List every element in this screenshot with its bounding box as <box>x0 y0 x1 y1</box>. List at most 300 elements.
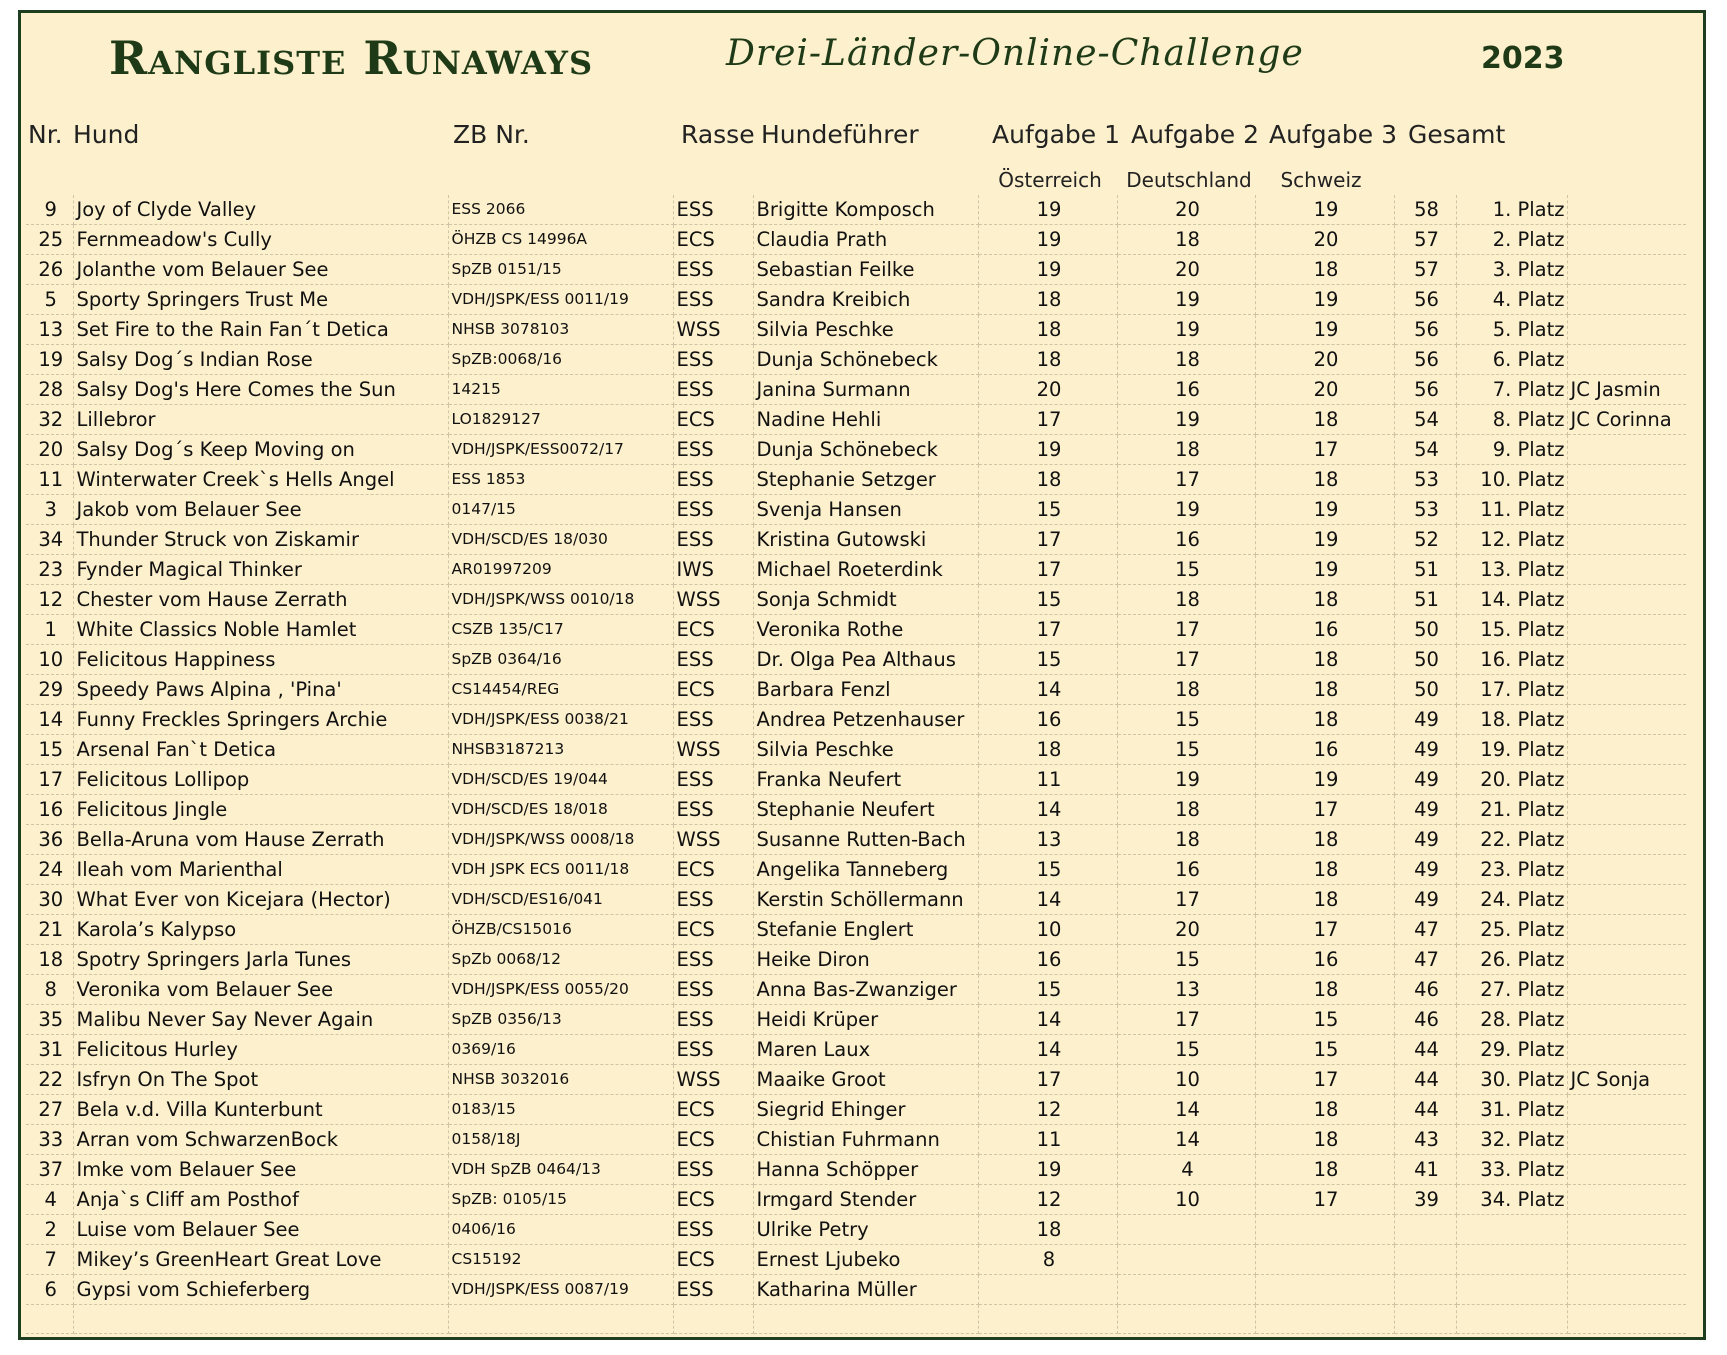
zb-number-cell: ESS 2066 <box>448 195 673 225</box>
col-header-hund: Hund <box>73 120 140 149</box>
score-task-1-cell: 18 <box>978 465 1117 495</box>
score-task-3-cell: 18 <box>1255 465 1394 495</box>
handler-cell: Franka Neufert <box>753 765 978 795</box>
zb-number-cell: CSZB 135/C17 <box>448 615 673 645</box>
note-cell <box>1567 915 1686 945</box>
dog-name-cell: Set Fire to the Rain Fan´t Detica <box>73 315 448 345</box>
note-cell <box>1567 945 1686 975</box>
zb-number-cell: VDH/JSPK/ESS 0087/19 <box>448 1275 673 1305</box>
rank-number-cell: 20 <box>26 435 73 465</box>
breed-cell: ESS <box>673 345 753 375</box>
note-cell <box>1567 195 1686 225</box>
note-cell <box>1567 285 1686 315</box>
dog-name-cell: Lillebror <box>73 405 448 435</box>
rank-number-cell: 27 <box>26 1095 73 1125</box>
breed-cell: ECS <box>673 1185 753 1215</box>
col-header-zb: ZB Nr. <box>453 120 530 149</box>
handler-cell: Claudia Prath <box>753 225 978 255</box>
note-cell <box>1567 255 1686 285</box>
score-task-1-cell <box>978 1275 1117 1305</box>
note-cell <box>1567 1125 1686 1155</box>
zb-number-cell: VDH/JSPK/WSS 0008/18 <box>448 825 673 855</box>
score-task-1-cell: 14 <box>978 795 1117 825</box>
col-header-nr: Nr. <box>28 120 63 149</box>
score-task-1-cell: 12 <box>978 1095 1117 1125</box>
dog-name-cell: Mikey’s GreenHeart Great Love <box>73 1245 448 1275</box>
note-cell <box>1567 1185 1686 1215</box>
dog-name-cell: Isfryn On The Spot <box>73 1065 448 1095</box>
zb-number-cell: SpZb 0068/12 <box>448 945 673 975</box>
rank-number-cell: 35 <box>26 1005 73 1035</box>
score-task-1-cell: 19 <box>978 435 1117 465</box>
zb-number-cell: VDH/SCD/ES 18/030 <box>448 525 673 555</box>
score-task-1-cell: 17 <box>978 1065 1117 1095</box>
score-task-2-cell <box>1117 1245 1255 1275</box>
ranking-body <box>26 195 1686 1334</box>
dog-name-cell: Malibu Never Say Never Again <box>73 1005 448 1035</box>
handler-cell: Maaike Groot <box>753 1065 978 1095</box>
handler-cell: Nadine Hehli <box>753 405 978 435</box>
score-task-2-cell: 15 <box>1117 555 1255 585</box>
score-task-3-cell: 17 <box>1255 795 1394 825</box>
total-score-cell: 39 <box>1394 1185 1456 1215</box>
score-task-3-cell: 17 <box>1255 435 1394 465</box>
breed-cell: ECS <box>673 615 753 645</box>
placement-cell: 3. Platz <box>1456 255 1567 285</box>
total-score-cell: 57 <box>1394 225 1456 255</box>
total-score-cell: 50 <box>1394 645 1456 675</box>
table-row <box>26 765 1686 795</box>
table-row <box>26 195 1686 225</box>
score-task-2-cell <box>1117 1275 1255 1305</box>
table-row <box>26 1005 1686 1035</box>
placement-cell: 26. Platz <box>1456 945 1567 975</box>
total-score-cell: 49 <box>1394 885 1456 915</box>
breed-cell: WSS <box>673 585 753 615</box>
table-row <box>26 495 1686 525</box>
score-task-2-cell: 10 <box>1117 1065 1255 1095</box>
zb-number-cell: 0406/16 <box>448 1215 673 1245</box>
placement-cell <box>1456 1245 1567 1275</box>
note-cell <box>1567 735 1686 765</box>
breed-cell: ESS <box>673 285 753 315</box>
total-score-cell: 46 <box>1394 975 1456 1005</box>
total-score-cell: 47 <box>1394 915 1456 945</box>
note-cell <box>1567 495 1686 525</box>
score-task-2-cell: 20 <box>1117 915 1255 945</box>
dog-name-cell: Salsy Dog's Here Comes the Sun <box>73 375 448 405</box>
total-score-cell <box>1394 1245 1456 1275</box>
score-task-1-cell: 18 <box>978 315 1117 345</box>
note-cell <box>1567 555 1686 585</box>
note-cell <box>1567 675 1686 705</box>
score-task-3-cell <box>1255 1305 1394 1334</box>
breed-cell: ESS <box>673 435 753 465</box>
breed-cell: ECS <box>673 405 753 435</box>
handler-cell: Michael Roeterdink <box>753 555 978 585</box>
breed-cell: WSS <box>673 825 753 855</box>
placement-cell: 21. Platz <box>1456 795 1567 825</box>
breed-cell: ESS <box>673 975 753 1005</box>
breed-cell: ECS <box>673 1245 753 1275</box>
note-cell <box>1567 645 1686 675</box>
score-task-1-cell: 14 <box>978 675 1117 705</box>
col-header-fuehrer: Hundeführer <box>761 120 919 149</box>
total-score-cell: 52 <box>1394 525 1456 555</box>
note-cell <box>1567 885 1686 915</box>
score-task-2-cell: 15 <box>1117 705 1255 735</box>
total-score-cell <box>1394 1215 1456 1245</box>
total-score-cell: 56 <box>1394 315 1456 345</box>
total-score-cell: 44 <box>1394 1095 1456 1125</box>
placement-cell: 18. Platz <box>1456 705 1567 735</box>
score-task-3-cell: 18 <box>1255 645 1394 675</box>
dog-name-cell: Thunder Struck von Ziskamir <box>73 525 448 555</box>
dog-name-cell: Winterwater Creek`s Hells Angel <box>73 465 448 495</box>
handler-cell: Dr. Olga Pea Althaus <box>753 645 978 675</box>
col-header-aufgabe-2: Aufgabe 2 <box>1131 120 1260 149</box>
breed-cell: ESS <box>673 705 753 735</box>
table-row <box>26 915 1686 945</box>
handler-cell: Katharina Müller <box>753 1275 978 1305</box>
score-task-3-cell: 17 <box>1255 915 1394 945</box>
total-score-cell: 53 <box>1394 495 1456 525</box>
score-task-1-cell: 19 <box>978 225 1117 255</box>
note-cell <box>1567 765 1686 795</box>
breed-cell: ESS <box>673 1155 753 1185</box>
score-task-3-cell: 16 <box>1255 735 1394 765</box>
note-cell <box>1567 1245 1686 1275</box>
total-score-cell: 41 <box>1394 1155 1456 1185</box>
year-label: 2023 <box>1481 41 1565 76</box>
breed-cell: WSS <box>673 735 753 765</box>
score-task-2-cell: 4 <box>1117 1155 1255 1185</box>
score-task-1-cell: 17 <box>978 405 1117 435</box>
rank-number-cell: 14 <box>26 705 73 735</box>
table-row <box>26 555 1686 585</box>
breed-cell: ECS <box>673 675 753 705</box>
note-cell: JC Jasmin <box>1567 375 1686 405</box>
zb-number-cell: VDH/JSPK/ESS 0038/21 <box>448 705 673 735</box>
breed-cell: WSS <box>673 315 753 345</box>
total-score-cell: 44 <box>1394 1065 1456 1095</box>
note-cell <box>1567 225 1686 255</box>
score-task-3-cell: 20 <box>1255 375 1394 405</box>
score-task-3-cell: 18 <box>1255 675 1394 705</box>
dog-name-cell: Veronika vom Belauer See <box>73 975 448 1005</box>
score-task-2-cell: 17 <box>1117 1005 1255 1035</box>
handler-cell: Irmgard Stender <box>753 1185 978 1215</box>
note-cell <box>1567 435 1686 465</box>
placement-cell: 31. Platz <box>1456 1095 1567 1125</box>
zb-number-cell: ÖHZB/CS15016 <box>448 915 673 945</box>
country-austria: Österreich <box>998 168 1102 192</box>
score-task-1-cell: 14 <box>978 1005 1117 1035</box>
score-task-1-cell: 13 <box>978 825 1117 855</box>
score-task-1-cell: 18 <box>978 345 1117 375</box>
table-row <box>26 645 1686 675</box>
rank-number-cell: 23 <box>26 555 73 585</box>
placement-cell: 7. Platz <box>1456 375 1567 405</box>
handler-cell: Sebastian Feilke <box>753 255 978 285</box>
score-task-1-cell: 20 <box>978 375 1117 405</box>
score-task-3-cell: 18 <box>1255 1155 1394 1185</box>
dog-name-cell: Jakob vom Belauer See <box>73 495 448 525</box>
score-task-2-cell: 15 <box>1117 945 1255 975</box>
page-title: Rangliste Runaways <box>109 31 594 85</box>
breed-cell: ESS <box>673 495 753 525</box>
note-cell <box>1567 975 1686 1005</box>
dog-name-cell: Fynder Magical Thinker <box>73 555 448 585</box>
score-task-3-cell: 19 <box>1255 285 1394 315</box>
placement-cell: 14. Platz <box>1456 585 1567 615</box>
score-task-3-cell <box>1255 1215 1394 1245</box>
placement-cell: 20. Platz <box>1456 765 1567 795</box>
rank-number-cell: 17 <box>26 765 73 795</box>
score-task-1-cell: 15 <box>978 585 1117 615</box>
rank-number-cell: 33 <box>26 1125 73 1155</box>
zb-number-cell: AR01997209 <box>448 555 673 585</box>
note-cell <box>1567 795 1686 825</box>
handler-cell: Siegrid Ehinger <box>753 1095 978 1125</box>
handler-cell: Chistian Fuhrmann <box>753 1125 978 1155</box>
placement-cell: 33. Platz <box>1456 1155 1567 1185</box>
rank-number-cell: 2 <box>26 1215 73 1245</box>
placement-cell: 9. Platz <box>1456 435 1567 465</box>
score-task-3-cell: 18 <box>1255 585 1394 615</box>
country-switzerland: Schweiz <box>1280 168 1362 192</box>
handler-cell: Sonja Schmidt <box>753 585 978 615</box>
zb-number-cell: NHSB 3032016 <box>448 1065 673 1095</box>
score-task-2-cell <box>1117 1215 1255 1245</box>
dog-name-cell: Funny Freckles Springers Archie <box>73 705 448 735</box>
total-score-cell: 49 <box>1394 705 1456 735</box>
handler-cell: Heike Diron <box>753 945 978 975</box>
breed-cell: ECS <box>673 1095 753 1125</box>
score-task-2-cell: 15 <box>1117 735 1255 765</box>
total-score-cell: 56 <box>1394 285 1456 315</box>
zb-number-cell: NHSB3187213 <box>448 735 673 765</box>
table-row <box>26 1035 1686 1065</box>
total-score-cell: 49 <box>1394 795 1456 825</box>
placement-cell: 6. Platz <box>1456 345 1567 375</box>
score-task-3-cell: 19 <box>1255 555 1394 585</box>
dog-name-cell: Anja`s Cliff am Posthof <box>73 1185 448 1215</box>
score-task-1-cell: 18 <box>978 1215 1117 1245</box>
note-cell <box>1567 825 1686 855</box>
breed-cell: ESS <box>673 945 753 975</box>
breed-cell: ECS <box>673 855 753 885</box>
handler-cell: Ulrike Petry <box>753 1215 978 1245</box>
col-header-rasse: Rasse <box>681 120 755 149</box>
note-cell <box>1567 1035 1686 1065</box>
score-task-3-cell: 18 <box>1255 705 1394 735</box>
breed-cell: ESS <box>673 765 753 795</box>
zb-number-cell: NHSB 3078103 <box>448 315 673 345</box>
dog-name-cell: Felicitous Happiness <box>73 645 448 675</box>
score-task-1-cell: 15 <box>978 975 1117 1005</box>
handler-cell: Heidi Krüper <box>753 1005 978 1035</box>
table-row <box>26 1125 1686 1155</box>
rank-number-cell: 16 <box>26 795 73 825</box>
table-row <box>26 735 1686 765</box>
breed-cell: ESS <box>673 1275 753 1305</box>
placement-cell: 30. Platz <box>1456 1065 1567 1095</box>
score-task-1-cell: 17 <box>978 555 1117 585</box>
rank-number-cell: 26 <box>26 255 73 285</box>
dog-name-cell: Speedy Paws Alpina , 'Pina' <box>73 675 448 705</box>
col-header-aufgabe-1: Aufgabe 1 <box>992 120 1121 149</box>
total-score-cell: 54 <box>1394 405 1456 435</box>
dog-name-cell: Karola’s Kalypso <box>73 915 448 945</box>
total-score-cell: 50 <box>1394 675 1456 705</box>
rank-number-cell: 18 <box>26 945 73 975</box>
handler-cell: Hanna Schöpper <box>753 1155 978 1185</box>
total-score-cell: 58 <box>1394 195 1456 225</box>
zb-number-cell: VDH/JSPK/ESS 0011/19 <box>448 285 673 315</box>
table-row <box>26 1245 1686 1275</box>
zb-number-cell: VDH/JSPK/ESS 0055/20 <box>448 975 673 1005</box>
score-task-3-cell: 17 <box>1255 1065 1394 1095</box>
dog-name-cell: Gypsi vom Schieferberg <box>73 1275 448 1305</box>
total-score-cell <box>1394 1275 1456 1305</box>
table-row <box>26 585 1686 615</box>
rank-number-cell: 10 <box>26 645 73 675</box>
note-cell <box>1567 1155 1686 1185</box>
zb-number-cell <box>448 1305 673 1334</box>
score-task-1-cell: 16 <box>978 705 1117 735</box>
score-task-1-cell: 14 <box>978 885 1117 915</box>
breed-cell: ESS <box>673 465 753 495</box>
rank-number-cell: 24 <box>26 855 73 885</box>
dog-name-cell <box>73 1305 448 1334</box>
total-score-cell: 51 <box>1394 555 1456 585</box>
rank-number-cell: 6 <box>26 1275 73 1305</box>
zb-number-cell: LO1829127 <box>448 405 673 435</box>
score-task-1-cell: 11 <box>978 765 1117 795</box>
placement-cell: 19. Platz <box>1456 735 1567 765</box>
note-cell <box>1567 1275 1686 1305</box>
breed-cell: ESS <box>673 645 753 675</box>
dog-name-cell: Jolanthe vom Belauer See <box>73 255 448 285</box>
handler-cell: Anna Bas-Zwanziger <box>753 975 978 1005</box>
score-task-3-cell: 19 <box>1255 315 1394 345</box>
placement-cell: 28. Platz <box>1456 1005 1567 1035</box>
table-row <box>26 1065 1686 1095</box>
dog-name-cell: Bela v.d. Villa Kunterbunt <box>73 1095 448 1125</box>
rank-number-cell: 22 <box>26 1065 73 1095</box>
zb-number-cell: SpZB 0356/13 <box>448 1005 673 1035</box>
handler-cell: Angelika Tanneberg <box>753 855 978 885</box>
dog-name-cell: Fernmeadow's Cully <box>73 225 448 255</box>
placement-cell: 16. Platz <box>1456 645 1567 675</box>
breed-cell: ESS <box>673 1005 753 1035</box>
score-task-3-cell: 19 <box>1255 525 1394 555</box>
zb-number-cell: VDH/SCD/ES 18/018 <box>448 795 673 825</box>
score-task-3-cell <box>1255 1275 1394 1305</box>
dog-name-cell: Bella-Aruna vom Hause Zerrath <box>73 825 448 855</box>
table-row <box>26 375 1686 405</box>
breed-cell: ESS <box>673 195 753 225</box>
rank-number-cell: 29 <box>26 675 73 705</box>
rank-number-cell: 13 <box>26 315 73 345</box>
breed-cell: ECS <box>673 225 753 255</box>
score-task-2-cell: 14 <box>1117 1125 1255 1155</box>
score-task-3-cell: 17 <box>1255 1185 1394 1215</box>
handler-cell: Veronika Rothe <box>753 615 978 645</box>
total-score-cell: 49 <box>1394 765 1456 795</box>
note-cell <box>1567 1095 1686 1125</box>
placement-cell: 13. Platz <box>1456 555 1567 585</box>
total-score-cell: 47 <box>1394 945 1456 975</box>
total-score-cell: 43 <box>1394 1125 1456 1155</box>
total-score-cell: 56 <box>1394 375 1456 405</box>
rank-number-cell: 8 <box>26 975 73 1005</box>
table-row <box>26 1185 1686 1215</box>
handler-cell: Maren Laux <box>753 1035 978 1065</box>
score-task-1-cell: 16 <box>978 945 1117 975</box>
score-task-3-cell: 18 <box>1255 975 1394 1005</box>
score-task-1-cell: 14 <box>978 1035 1117 1065</box>
table-row <box>26 1155 1686 1185</box>
rank-number-cell: 12 <box>26 585 73 615</box>
score-task-3-cell: 15 <box>1255 1005 1394 1035</box>
score-task-1-cell: 17 <box>978 525 1117 555</box>
zb-number-cell: SpZB 0364/16 <box>448 645 673 675</box>
dog-name-cell: Felicitous Hurley <box>73 1035 448 1065</box>
table-row <box>26 255 1686 285</box>
note-cell <box>1567 615 1686 645</box>
rank-number-cell: 9 <box>26 195 73 225</box>
score-task-2-cell: 18 <box>1117 795 1255 825</box>
handler-cell: Susanne Rutten-Bach <box>753 825 978 855</box>
dog-name-cell: Spotry Springers Jarla Tunes <box>73 945 448 975</box>
score-task-1-cell: 15 <box>978 645 1117 675</box>
handler-cell: Stephanie Setzger <box>753 465 978 495</box>
total-score-cell: 51 <box>1394 585 1456 615</box>
note-cell <box>1567 705 1686 735</box>
dog-name-cell: Imke vom Belauer See <box>73 1155 448 1185</box>
score-task-1-cell: 15 <box>978 855 1117 885</box>
rank-number-cell <box>26 1305 73 1334</box>
score-task-2-cell: 18 <box>1117 825 1255 855</box>
score-task-2-cell: 19 <box>1117 495 1255 525</box>
breed-cell: IWS <box>673 555 753 585</box>
rank-number-cell: 4 <box>26 1185 73 1215</box>
zb-number-cell: VDH/JSPK/ESS0072/17 <box>448 435 673 465</box>
total-score-cell: 57 <box>1394 255 1456 285</box>
score-task-3-cell: 18 <box>1255 1125 1394 1155</box>
score-task-1-cell: 15 <box>978 495 1117 525</box>
score-task-3-cell: 15 <box>1255 1035 1394 1065</box>
handler-cell: Silvia Peschke <box>753 315 978 345</box>
handler-cell: Barbara Fenzl <box>753 675 978 705</box>
note-cell <box>1567 525 1686 555</box>
dog-name-cell: What Ever von Kicejara (Hector) <box>73 885 448 915</box>
breed-cell: ESS <box>673 1035 753 1065</box>
placement-cell: 24. Platz <box>1456 885 1567 915</box>
placement-cell: 11. Platz <box>1456 495 1567 525</box>
zb-number-cell: 0183/15 <box>448 1095 673 1125</box>
rank-number-cell: 7 <box>26 1245 73 1275</box>
rank-number-cell: 3 <box>26 495 73 525</box>
rank-number-cell: 19 <box>26 345 73 375</box>
placement-cell: 4. Platz <box>1456 285 1567 315</box>
zb-number-cell: VDH JSPK ECS 0011/18 <box>448 855 673 885</box>
score-task-3-cell: 19 <box>1255 195 1394 225</box>
table-row <box>26 225 1686 255</box>
breed-cell: ESS <box>673 885 753 915</box>
